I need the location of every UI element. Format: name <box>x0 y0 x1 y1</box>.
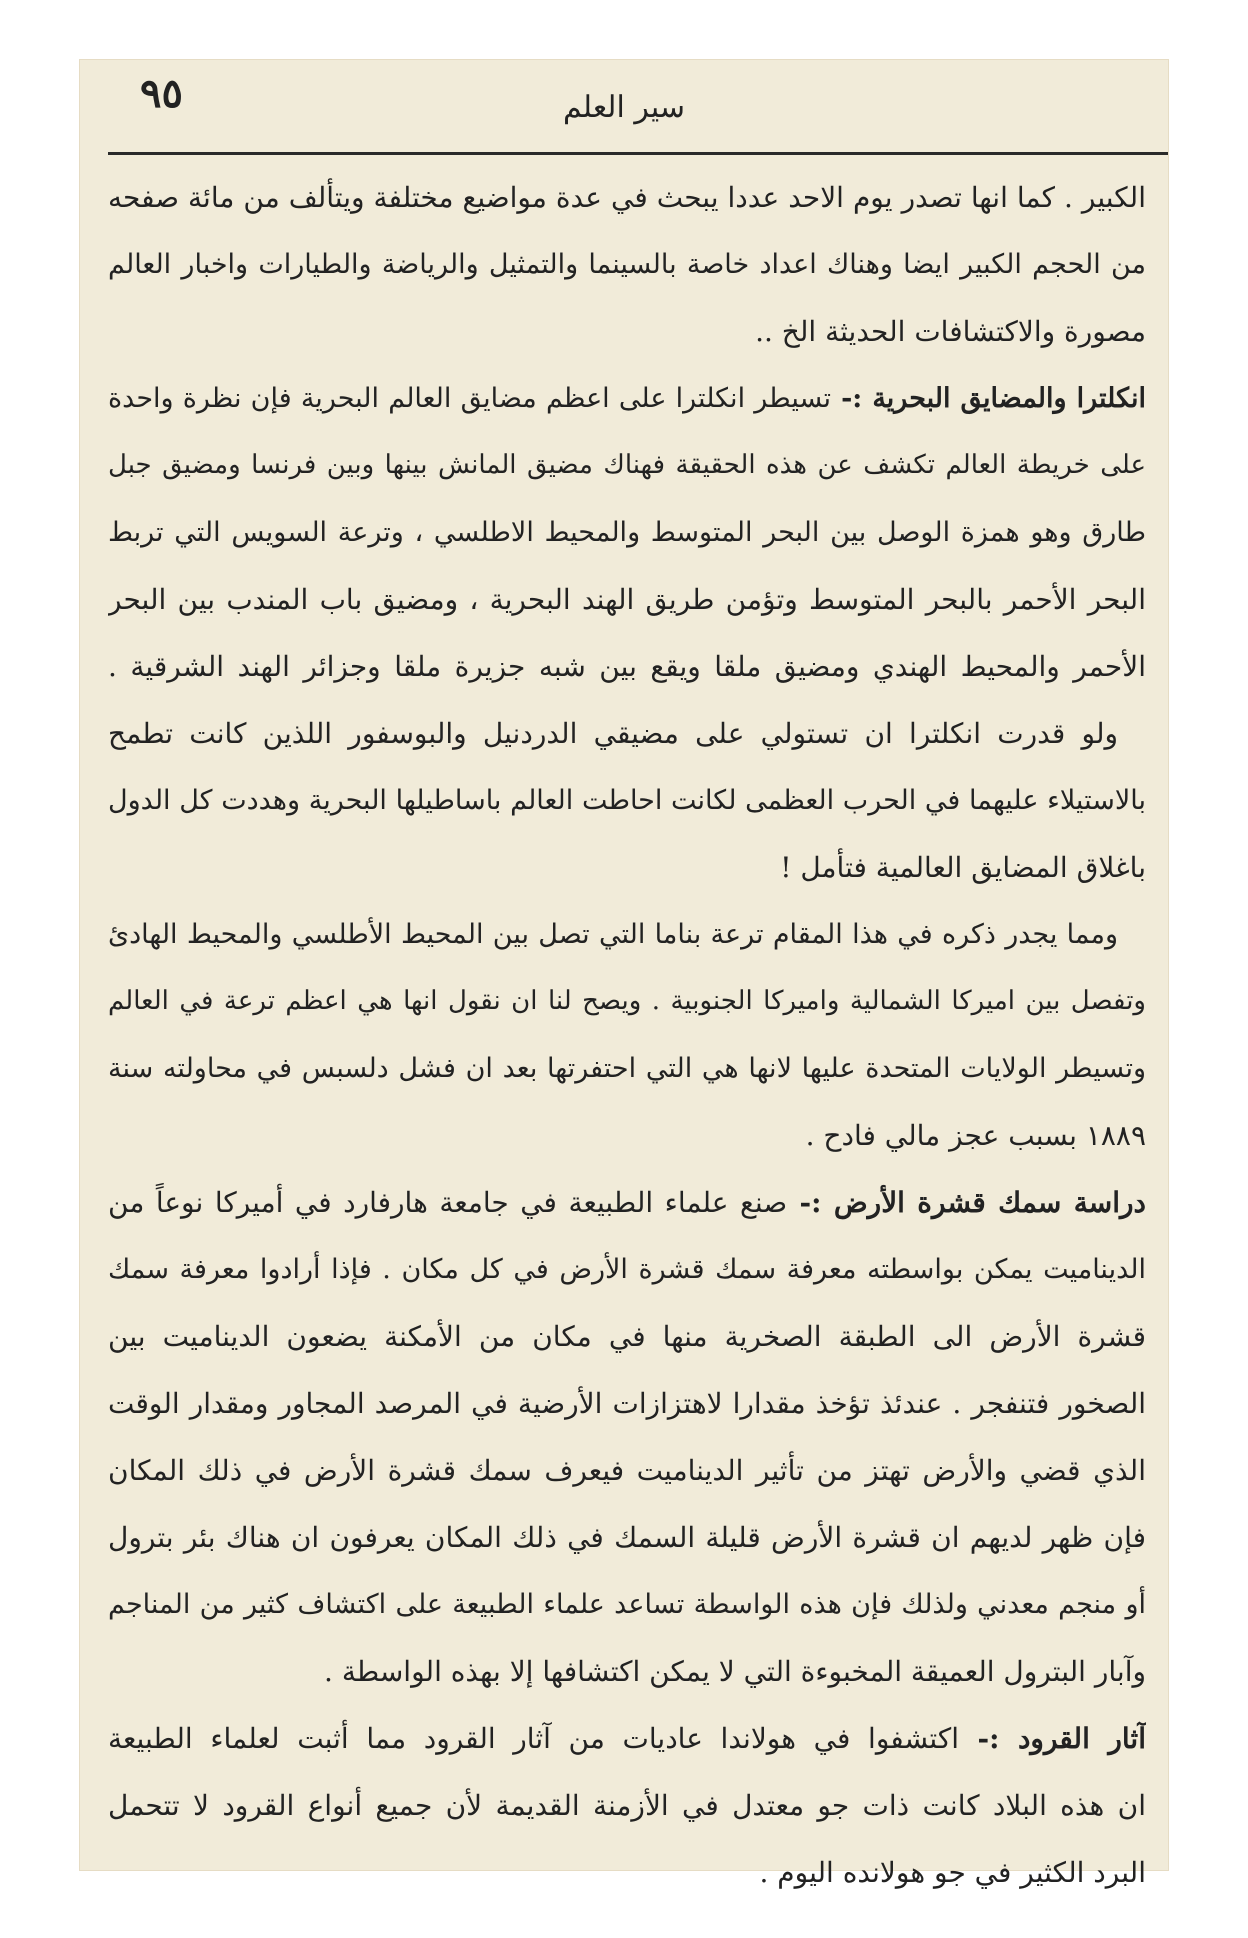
line-text: طارق وهو همزة الوصل بين البحر المتوسط والمحيط الاطلسي ، وترعة السويس التي تربط <box>108 517 1146 548</box>
line-text: الديناميت يمكن بواسطته معرفة سمك قشرة الأرض في كل مكان . فإذا أرادوا معرفة سمك <box>108 1254 1146 1285</box>
text-line <box>108 432 1146 499</box>
text-line <box>108 1638 1146 1705</box>
text-line <box>108 499 1146 566</box>
heading-separator: :- <box>787 1186 834 1219</box>
book-page <box>80 60 1168 1889</box>
text-line <box>108 1437 1146 1504</box>
section-heading: دراسة سمك قشرة الأرض <box>833 1186 1146 1219</box>
text-line <box>108 901 1146 968</box>
page-number: ٩٥ <box>140 70 183 117</box>
line-text: بالاستيلاء عليهما في الحرب العظمى لكانت احاطت العالم باساطيلها البحرية وهددت كل الدول <box>108 785 1146 816</box>
text-line <box>108 1236 1146 1303</box>
line-text: الكبير . كما انها تصدر يوم الاحد عددا يبحث في عدة مواضيع مختلفة ويتألف من مائة صفحه <box>108 181 1146 214</box>
text-line <box>108 1571 1146 1638</box>
line-text: ان هذه البلاد كانت ذات جو معتدل في الأزمنة القديمة لأن جميع أنواع القرود لا تتحمل <box>108 1789 1146 1822</box>
text-line <box>108 231 1146 298</box>
text-line <box>108 1370 1146 1437</box>
line-text: وتسيطر الولايات المتحدة عليها لانها هي التي احتفرتها بعد ان فشل دلسبس في محاولته سنة <box>108 1053 1146 1084</box>
line-text: البرد الكثير في جو هولانده اليوم . <box>759 1856 1146 1889</box>
line-text: الصخور فتنفجر . عندئذ تؤخذ مقدارا لاهتزازات الأرضية في المرصد المجاور ومقدار الوقت <box>108 1387 1146 1420</box>
line-text: وآبار البترول العميقة المخبوءة التي لا يمكن اكتشافها إلا بهذه الواسطة . <box>324 1655 1146 1688</box>
page-body <box>108 164 1146 1889</box>
line-text: ١٨٨٩ بسبب عجز مالي فادح . <box>805 1119 1146 1152</box>
text-line <box>108 1303 1146 1370</box>
line-text: البحر الأحمر بالبحر المتوسط وتؤمن طريق الهند البحرية ، ومضيق باب المندب بين البحر <box>108 583 1146 616</box>
text-line <box>108 968 1146 1035</box>
text-line <box>108 164 1146 231</box>
header-rule <box>108 152 1168 155</box>
line-text: صنع علماء الطبيعة في جامعة هارفارد في أميركا نوعاً من <box>108 1186 788 1219</box>
text-line <box>108 298 1146 365</box>
line-text: مصورة والاكتشافات الحديثة الخ .. <box>755 315 1146 348</box>
text-line <box>108 365 1146 432</box>
heading-separator: :- <box>959 1722 1018 1755</box>
running-title: سير العلم <box>562 90 686 125</box>
line-text: فإن ظهر لديهم ان قشرة الأرض قليلة السمك في ذلك المكان يعرفون ان هناك بئر بترول <box>108 1521 1146 1554</box>
text-line <box>108 1102 1146 1169</box>
text-line <box>108 1504 1146 1571</box>
line-text: باغلاق المضايق العالمية فتأمل ! <box>780 851 1146 884</box>
line-text: من الحجم الكبير ايضا وهناك اعداد خاصة بالسينما والتمثيل والرياضة والطيارات واخبار العالم <box>108 249 1146 280</box>
text-line <box>108 1839 1146 1906</box>
line-text: اكتشفوا في هولاندا عاديات من آثار القرود مما أثبت لعلماء الطبيعة <box>108 1722 959 1755</box>
line-text: تسيطر انكلترا على اعظم مضايق العالم البحرية فإن نظرة واحدة <box>108 383 832 414</box>
section-heading: انكلترا والمضايق البحرية <box>872 383 1146 414</box>
line-text: قشرة الأرض الى الطبقة الصخرية منها في مكان من الأمكنة يضعون الديناميت بين <box>108 1320 1146 1353</box>
text-line <box>108 1169 1146 1236</box>
text-line <box>108 767 1146 834</box>
text-line <box>108 1772 1146 1839</box>
line-text: وتفصل بين اميركا الشمالية واميركا الجنوبية . ويصح لنا ان نقول انها هي اعظم ترعة في العالم <box>108 986 1146 1016</box>
text-line <box>108 633 1146 700</box>
text-line <box>108 834 1146 901</box>
line-text: ولو قدرت انكلترا ان تستولي على مضيقي الدردنيل والبوسفور اللذين كانت تطمح <box>108 717 1118 750</box>
text-line <box>108 566 1146 633</box>
line-text: الذي قضي والأرض تهتز من تأثير الديناميت فيعرف سمك قشرة الأرض في ذلك المكان <box>108 1454 1146 1487</box>
line-text: على خريطة العالم تكشف عن هذه الحقيقة فهناك مضيق المانش بينها وبين فرنسا ومضيق جبل <box>108 450 1146 480</box>
text-line <box>108 700 1146 767</box>
line-text: الأحمر والمحيط الهندي ومضيق ملقا ويقع بين شبه جزيرة ملقا وجزائر الهند الشرقية . <box>108 650 1146 683</box>
page-scan <box>80 60 1168 1889</box>
text-line <box>108 1035 1146 1102</box>
line-text: أو منجم معدني ولذلك فإن هذه الواسطة تساعد علماء الطبيعة على اكتشاف كثير من المناجم <box>108 1589 1146 1620</box>
text-line <box>108 1705 1146 1772</box>
heading-separator: :- <box>831 383 873 414</box>
line-text: ومما يجدر ذكره في هذا المقام ترعة بناما التي تصل بين المحيط الأطلسي والمحيط الهادئ <box>108 919 1118 950</box>
section-heading: آثار القرود <box>1017 1722 1146 1755</box>
